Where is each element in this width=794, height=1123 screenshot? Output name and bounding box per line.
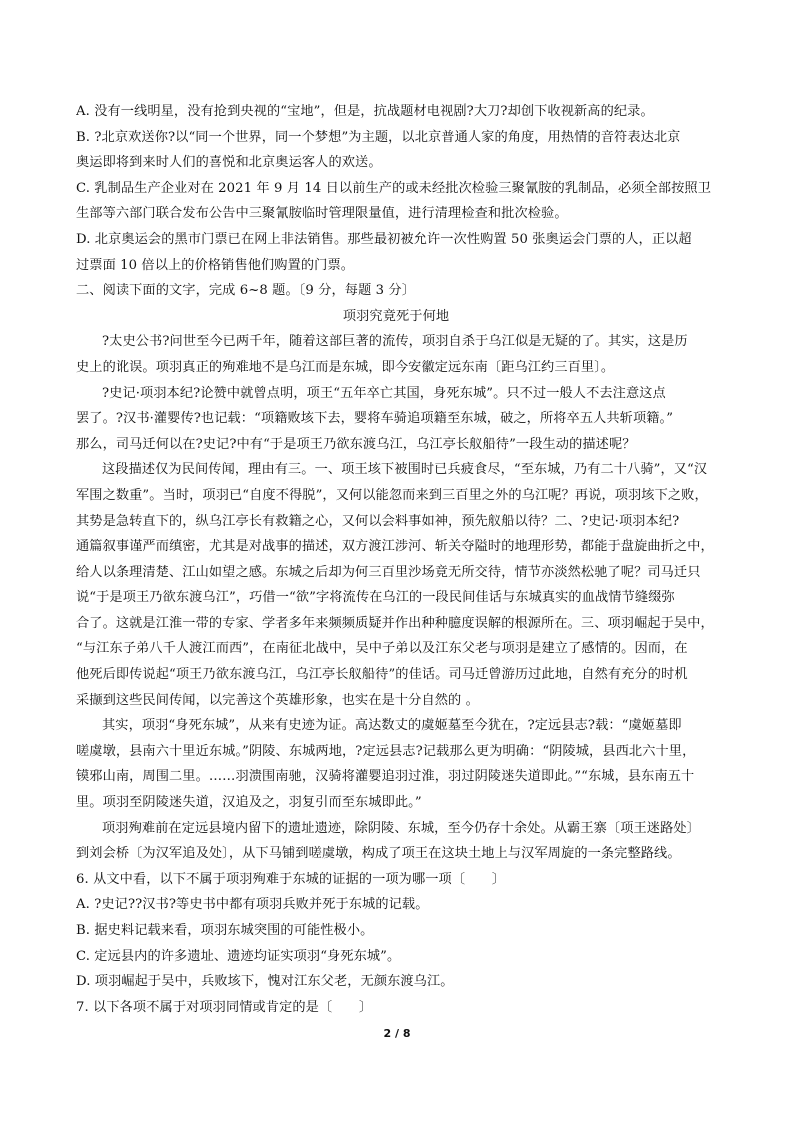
text-line: 其实，项羽“身死东城”，从来有史迹为证。高达数丈的虞姬墓至今犹在，?定远县志?载：“虞姬墓即 xyxy=(102,718,682,734)
text-line: 那么，司马迁何以在?史记?中有“于是项王乃欲东渡乌江，乌江亭长舣船待”一段生动的描述呢？ xyxy=(76,436,636,452)
text-line: 项羽殉难前在定远县境内留下的遗址遗迹，除阴陵、东城，至今仍存十余处。从霸王寨〔项王迷路处〕 xyxy=(102,820,700,836)
text-line: C. 乳制品生产企业对在 2021 年 9 月 14 日以前生产的或未经批次检验三聚氰胺的乳制品，必须全部按照卫 xyxy=(76,180,711,196)
text-line: ?太史公书?问世至今已两千年，随着这部巨著的流传，项羽自杀于乌江似是无疑的了。其实，这是历 xyxy=(102,334,688,350)
text-line: 合了。这就是江淮一带的专家、学者多年来频频质疑并作出种种臆度误解的根源所在。三、项羽崛起于吴中， xyxy=(76,615,714,631)
text-line: 里。项羽至阴陵迷失道，汉追及之，羽复引而至东城即此。” xyxy=(76,795,422,811)
text-line: D. 北京奥运会的黑市门票已在网上非法销售。那些最初被允许一次性购置 50 张奥运会门票的人，正以超 xyxy=(76,231,692,247)
text-line: A. ?史记??汉书?等史书中都有项羽兵败并死于东城的记载。 xyxy=(76,897,429,913)
text-line: 6. 从文中看，以下不属于项羽殉难于东城的证据的一项为哪一项〔 〕 xyxy=(76,871,505,887)
text-line: 二、阅读下面的文字，完成 6~8 题。〔9 分，每题 3 分〕 xyxy=(76,283,416,299)
text-line: “与江东子弟八千人渡江而西”，在南征北战中，吴中子弟以及江东父老与项羽是建立了感情的。因而，在 xyxy=(76,641,688,657)
text-line: B. ?北京欢送你?以“同一个世界，同一个梦想”为主题，以北京普通人家的角度，用热情的音符表达北京 xyxy=(76,129,681,145)
text-line: D. 项羽崛起于吴中，兵败垓下，愧对江东父老，无颜东渡乌江。 xyxy=(76,974,454,990)
text-line: 奥运即将到来时人们的喜悦和北京奥运客人的欢送。 xyxy=(76,155,382,171)
page-number: 2 / 8 xyxy=(383,1027,411,1040)
text-line: 他死后即传说起“项王乃欲东渡乌江，乌江亭长舣船待”的佳话。司马迁曾游历过此地，自然有充分的时机 xyxy=(76,667,688,683)
text-line: 7. 以下各项不属于对项羽同情或肯定的是〔 〕 xyxy=(76,999,373,1015)
text-line: 说“于是项王乃欲东渡乌江”，巧借一“欲”字将流传在乌江的一段民间佳话与东城真实的血战情节缝缀弥 xyxy=(76,590,675,606)
text-line: 给人以条理清楚、江山如望之感。东城之后却为何三百里沙场竟无所交待，情节亦淡然松驰了呢？司马迁只 xyxy=(76,564,701,580)
text-line: A. 没有一线明星，没有抢到央视的“宝地”，但是，抗战题材电视剧?大刀?却创下收视新高的纪录。 xyxy=(76,104,654,119)
text-line: B. 据史料记载来看，项羽东城突围的可能性极小。 xyxy=(76,923,374,938)
document-body xyxy=(76,99,716,1020)
text-line: 史上的讹误。项羽真正的殉难地不是乌江而是东城，即今安徽定远东南〔距乌江约三百里〕。 xyxy=(76,359,615,375)
text-line: ?史记·项羽本纪?论赞中就曾点明，项王“五年卒亡其国，身死东城”。只不过一般人不去注意这点 xyxy=(102,385,666,401)
text-line: 通篇叙事谨严而缜密，尤其是对战事的描述，双方渡江涉河、斩关夺隘时的地理形势，都能于盘旋曲折之中， xyxy=(76,539,714,555)
text-line: 生部等六部门联合发布公告中三聚氰胺临时管理限量值，进行清理检查和批次检验。 xyxy=(76,206,568,222)
text-line: 军围之数重”。当时，项羽已“自度不得脱”，又何以能忽而来到三百里之外的乌江呢？再说，项羽垓下之败， xyxy=(76,487,708,503)
text-line: 嗟虞墩，县南六十里近东城。”阴陵、东城两地，?定远县志?记载那么更为明确：“阴陵城，县西北六十里， xyxy=(76,743,696,759)
text-line: 采撷到这些民间传闻，以完善这个英雄形象，也实在是十分自然的 。 xyxy=(76,692,479,708)
text-line: 其势是急转直下的，纵乌江亭长有救籍之心，又何以会料事如神，预先舣船以待？二、?史记·项羽本纪? xyxy=(76,513,680,529)
article-title: 项羽究竟死于何地 xyxy=(342,308,450,324)
text-line: 罢了。?汉书·灌婴传?也记载：“项籍败垓下去，婴将车骑追项籍至东城，破之，所将卒五人共斩项籍。” xyxy=(76,411,674,427)
text-line: 到刘会桥〔为汉军追及处〕，从下马铺到嗟虞墩，构成了项王在这块土地上与汉军周旋的一条完整路线。 xyxy=(76,846,681,862)
text-line: 过票面 10 倍以上的价格销售他们购置的门票。 xyxy=(76,257,355,273)
text-line: 这段描述仅为民间传闻，理由有三。一、项王垓下被围时已兵疲食尽，“至东城，乃有二十八骑”，又“汉 xyxy=(102,462,708,478)
text-line: C. 定远县内的许多遗址、遗迹均证实项羽“身死东城”。 xyxy=(76,948,401,964)
text-line: 镆邪山南，周围二里。……羽溃围南驰，汉骑将灌婴追羽过淮，羽过阴陵迷失道即此。”“东城，县东南五十 xyxy=(76,769,695,785)
